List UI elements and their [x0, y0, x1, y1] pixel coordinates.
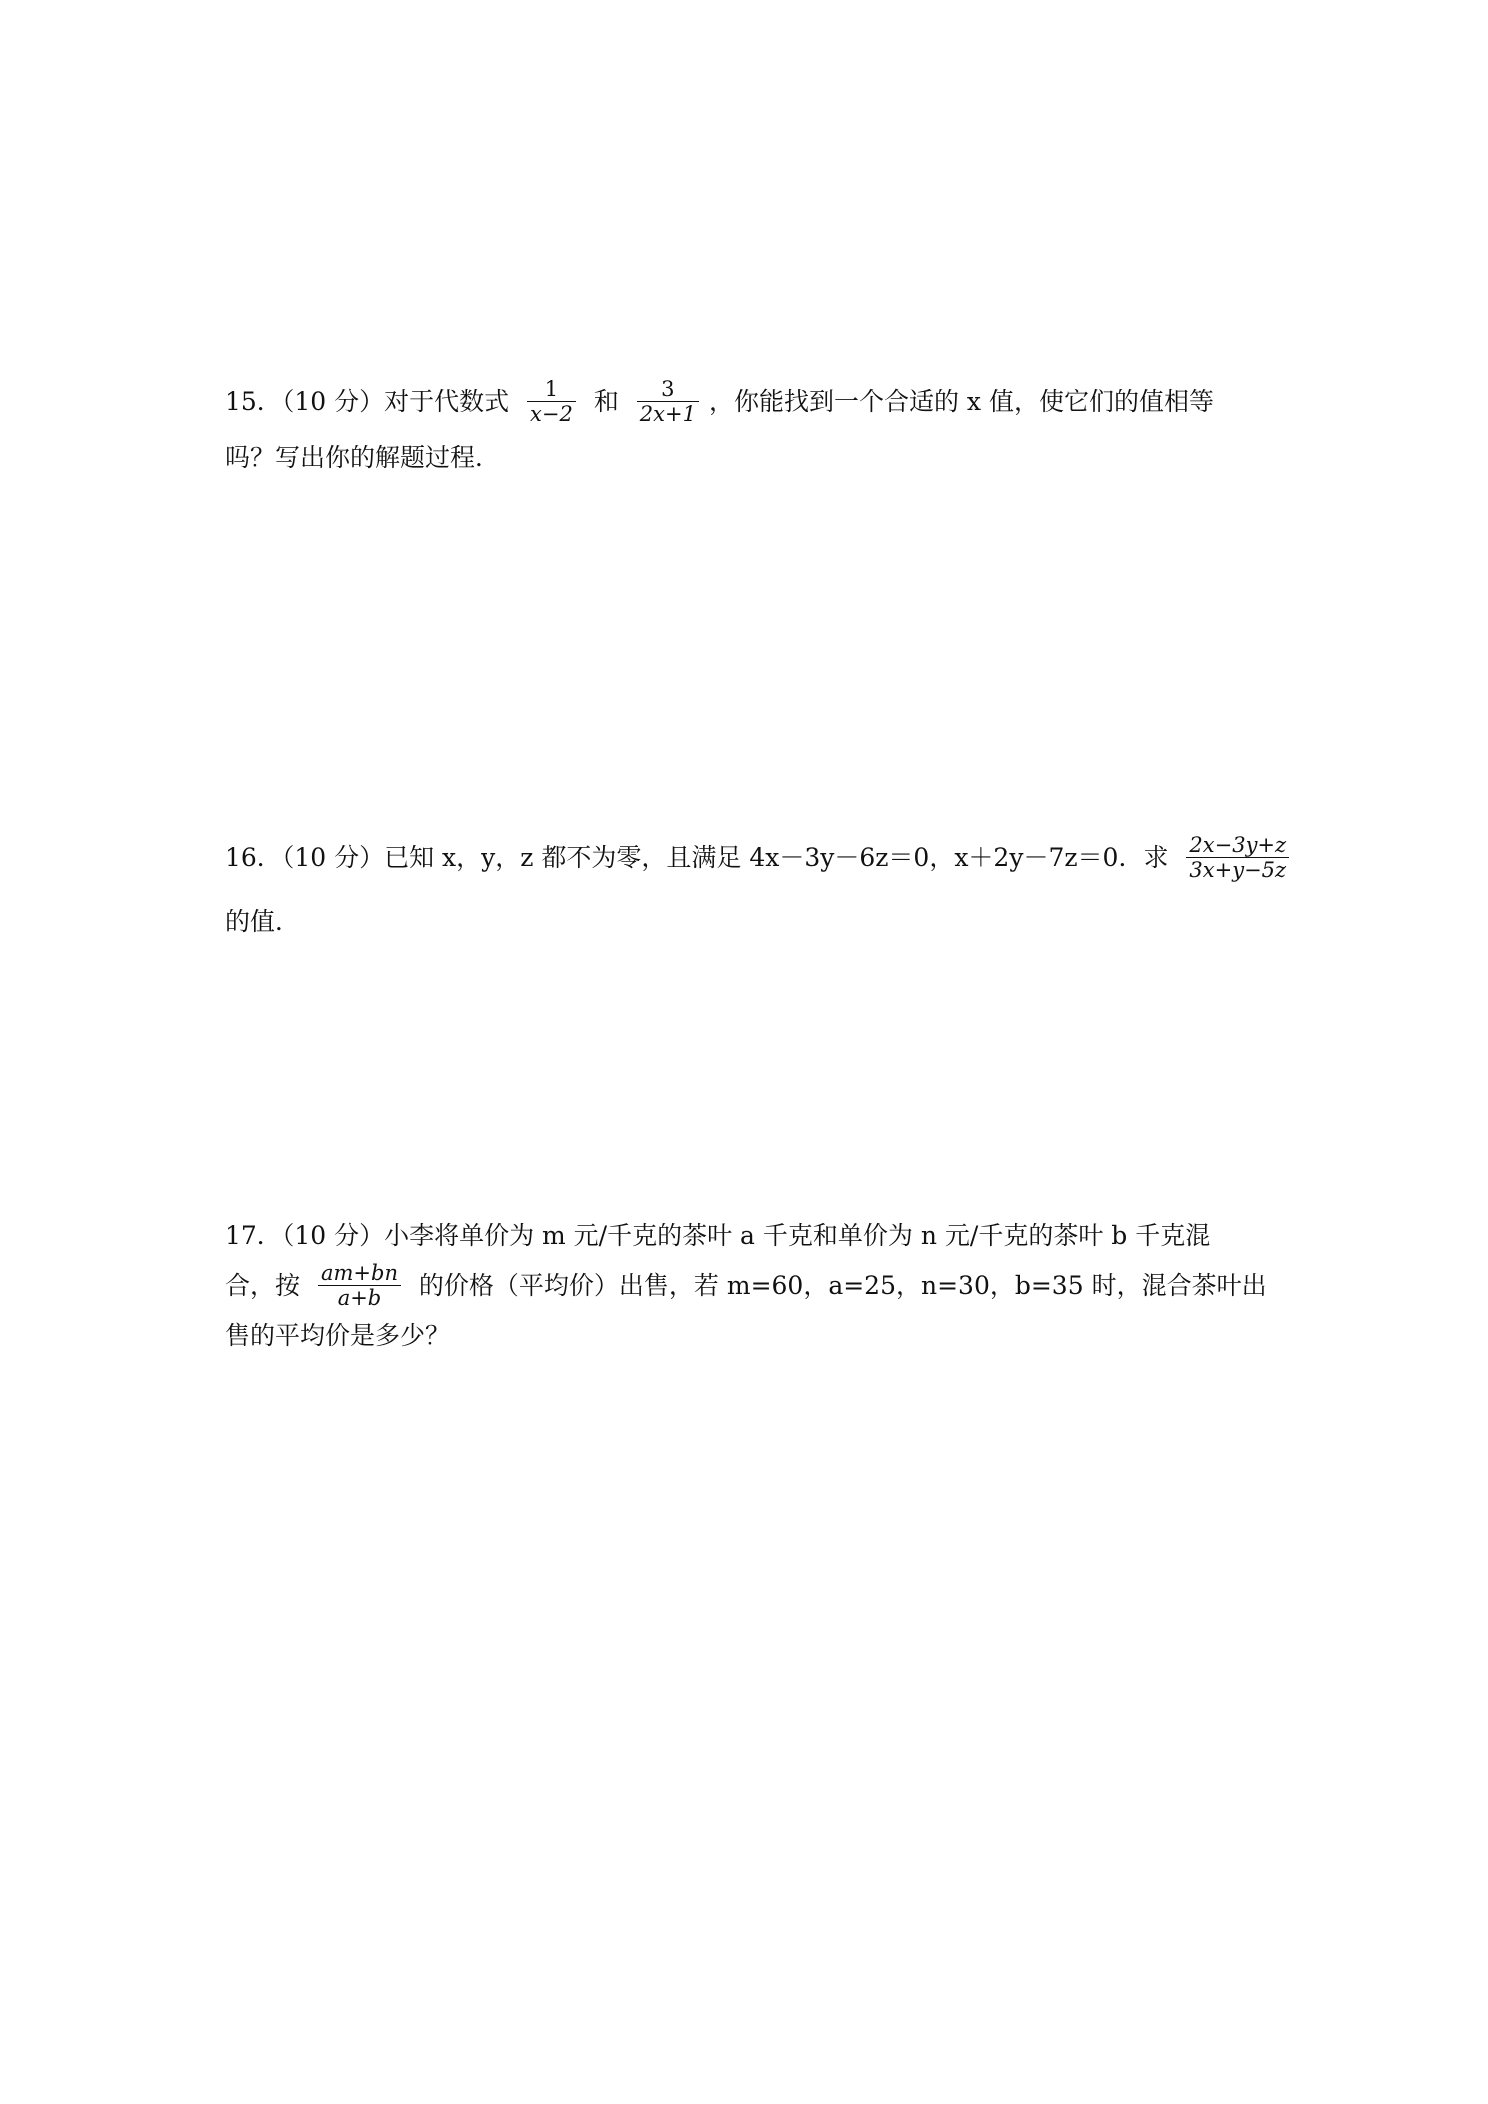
question-16-line-1 — [225, 830, 1287, 886]
question-17-number: 17． — [225, 1221, 282, 1250]
question-16-line-2: 的值． — [225, 907, 301, 936]
question-17-text-line-1: 小李将单价为 m 元/千克的茶叶 a 千克和单价为 n 元/千克的茶叶 b 千克混 — [384, 1221, 1211, 1250]
question-15-text-after: ，你能找到一个合适的 x 值，使它们的值相等 — [708, 387, 1214, 416]
fraction-numerator: 2x−3y+z — [1186, 833, 1289, 858]
fraction-numerator: am+bn — [318, 1261, 401, 1286]
fraction-1-over-x-minus-2 — [527, 377, 576, 426]
question-16-score: （10 分） — [281, 843, 385, 872]
fraction-average-price — [318, 1261, 401, 1310]
fraction-denominator: x−2 — [530, 402, 573, 426]
question-15-score: （10 分） — [281, 387, 385, 416]
question-16 — [225, 830, 1287, 950]
question-17-text-after: 的价格（平均价）出售，若 m=60，a=25，n=30，b=35 时，混合茶叶出 — [418, 1271, 1267, 1300]
question-17-line-3: 售的平均价是多少？ — [225, 1321, 451, 1350]
question-17-line-2 — [225, 1261, 1270, 1311]
question-16-text-before: 已知 x，y，z 都不为零，且满足 4x－3y－6z＝0，x＋2y－7z＝0．求 — [384, 843, 1169, 872]
question-17 — [225, 1211, 1270, 1361]
fraction-expression — [1186, 833, 1289, 882]
question-15-number: 15． — [225, 387, 282, 416]
question-15 — [225, 374, 1270, 486]
fraction-numerator: 3 — [637, 377, 699, 402]
question-17-text-before: 合，按 — [225, 1271, 301, 1300]
question-17-line-1 — [225, 1211, 1270, 1261]
fraction-denominator: 3x+y−5z — [1189, 858, 1287, 882]
question-17-score: （10 分） — [281, 1221, 385, 1250]
fraction-3-over-2x-plus-1 — [637, 377, 699, 426]
question-15-connector: 和 — [593, 387, 619, 416]
question-15-text-before: 对于代数式 — [384, 387, 510, 416]
fraction-denominator: a+b — [337, 1286, 382, 1310]
fraction-numerator: 1 — [527, 377, 576, 402]
question-16-number: 16． — [225, 843, 282, 872]
fraction-denominator: 2x+1 — [639, 402, 696, 426]
question-15-line-1 — [225, 374, 1270, 430]
question-15-line-2: 吗？写出你的解题过程． — [225, 443, 501, 472]
